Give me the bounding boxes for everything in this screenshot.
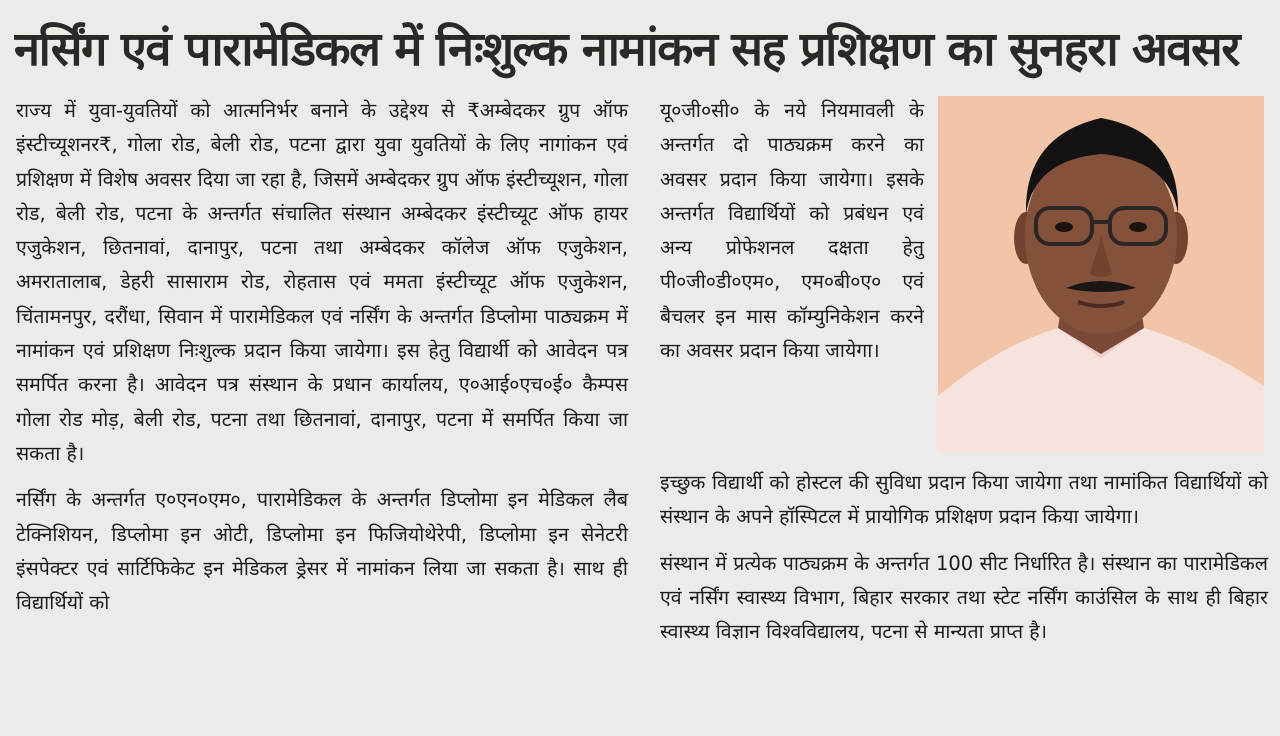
- article-column-middle: [660, 94, 924, 368]
- article-column-left: [16, 94, 628, 620]
- headline: नर्सिंग एवं पारामेडिकल में निःशुल्क नामांकन सह प्रशिक्षण का सुनहरा अवसर: [14, 22, 1240, 77]
- paragraph-courses: नर्सिंग के अन्तर्गत ए०एन०एम०, पारामेडिकल के अन्तर्गत डिप्लोमा इन मेडिकल लैब टेक्निशियन, डिप्लोमा इन ओटी, डिप्लोमा इन फिजियोथेरेपी, डिप्लोमा इन सेनेटरी इंसपेक्टर एवं सार्टिफिकेट इन मेडिकल ड्रेसर में नामांकन लिया जा सकता है। साथ ही विद्यार्थियों को: [16, 488, 628, 615]
- paragraph-recognition: संस्थान में प्रत्येक पाठ्यक्रम के अन्तर्गत 100 सीट निर्धारित है। संस्थान का पारामेडिकल एवं नर्सिंग स्वास्थ्य विभाग, बिहार सरकार तथा स्टेट नर्सिंग काउंसिल के साथ ही बिहार स्वास्थ्य विज्ञान विश्वविद्यालय, पटना से मान्यता प्राप्त है।: [660, 551, 1268, 644]
- person-photo: [938, 96, 1264, 452]
- paragraph-ugc: यू०जी०सी० के नये नियमावली के अन्तर्गत दो पाठ्यक्रम करने का अवसर प्रदान किया जायेगा। इसके अन्तर्गत विद्यार्थियों को प्रबंधन एवं अन्य प्रोफेशनल दक्षता हेतु पी०जी०डी०एम०, एम०बी०ए० एवं बैचलर इन मास कॉम्युनिकेशन करने का अवसर प्रदान किया जायेगा।: [660, 99, 924, 363]
- paragraph-hostel: इच्छुक विद्यार्थी को होस्टल की सुविधा प्रदान किया जायेगा तथा नामांकित विद्यार्थियों को संस्थान के अपने हॉस्पिटल में प्रायोगिक प्रशिक्षण प्रदान किया जायेगा।: [660, 471, 1268, 529]
- portrait-illustration: [938, 96, 1264, 452]
- article-column-bottom-right: [660, 466, 1268, 649]
- paragraph-intro: राज्य में युवा-युवतियों को आत्मनिर्भर बनाने के उद्देश्य से ₹अम्बेदकर ग्रुप ऑफ इंस्टीच्यूशनर₹, गोला रोड, बेली रोड, पटना द्वारा युवा युवतियों के लिए नागांकन एवं प्रशिक्षण में विशेष अवसर दिया जा रहा है, जिसमें अम्बेदकर ग्रुप ऑफ इंस्टीच्यूशन, गोला रोड, बेली रोड, पटना के अन्तर्गत संचालित संस्थान अम्बेदकर इंस्टीच्यूट ऑफ हायर एजुकेशन, छितनावां, दानापुर, पटना तथा अम्बेदकर कॉलेज ऑफ एजुकेशन, अमरातालाब, डेहरी सासाराम रोड, रोहतास एवं ममता इंस्टीच्यूट ऑफ एजुकेशन, चिंतामनपुर, दरौंधा, सिवान में पारामेडिकल एवं नर्सिंग के अन्तर्गत डिप्लोमा पाठ्यक्रम में नामांकन एवं प्रशिक्षण निःशुल्क प्रदान किया जायेगा। इस हेतु विद्यार्थी को आवेदन पत्र समर्पित करना है। आवेदन पत्र संस्थान के प्रधान कार्यालय, ए०आई०एच०ई० कैम्पस गोला रोड मोड़, बेली रोड, पटना तथा छितनावां, दानापुर, पटना में समर्पित किया जा सकता है।: [16, 99, 628, 465]
